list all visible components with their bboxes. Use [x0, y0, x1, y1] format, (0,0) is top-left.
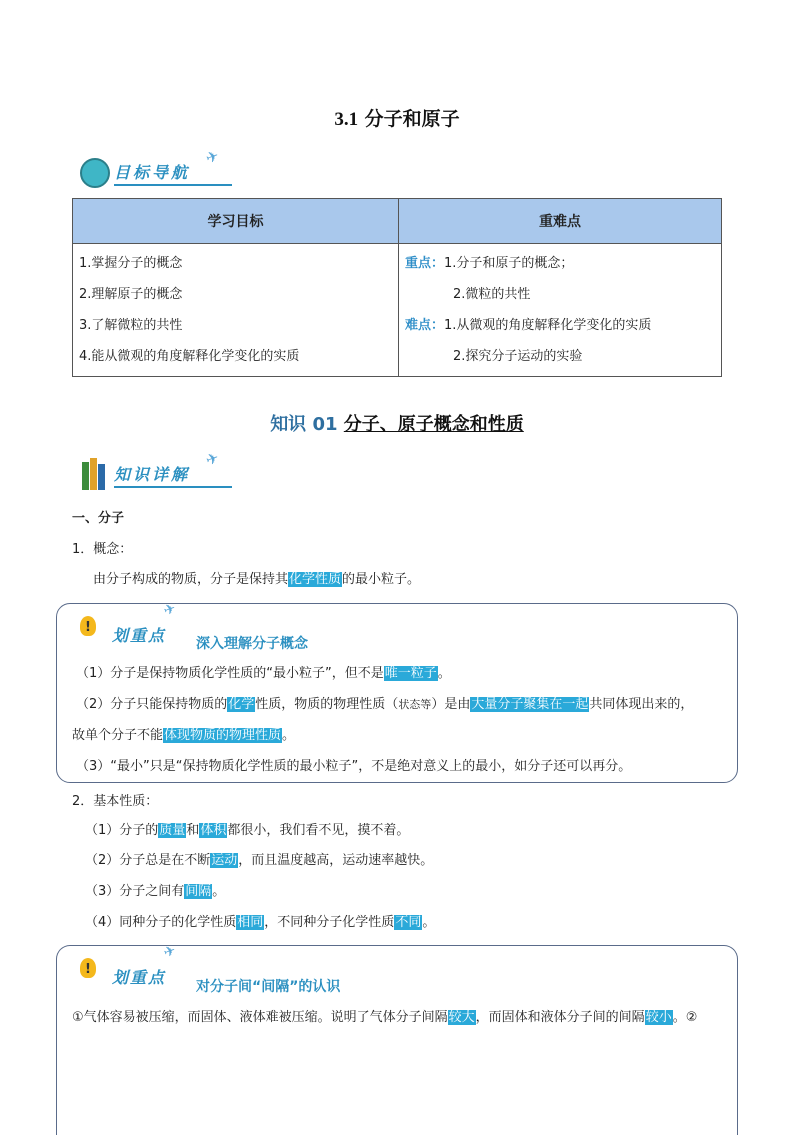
highlight: 体现物质的物理性质 [164, 728, 282, 743]
key-point-tag: 划重点 [112, 626, 167, 645]
goal-item: 2.理解原子的概念 [79, 287, 183, 302]
bulb-icon: ! [80, 958, 96, 978]
property-line: （3）分子之间有间隔。 [85, 884, 226, 899]
highlight: 不同 [395, 915, 422, 930]
section-heading: 知识 01 分子、原子概念和性质 [270, 414, 524, 435]
paper-plane-icon: ✈ [203, 448, 222, 470]
concept-text: 由分子构成的物质，分子是保持其化学性质的最小粒子。 [93, 572, 421, 587]
table-header: 重难点 [399, 199, 722, 244]
highlight: 间隔 [185, 884, 212, 899]
highlight: 质量 [159, 823, 186, 838]
difficulty-item: 2.探究分子运动的实验 [453, 349, 583, 364]
magnifier-icon [80, 158, 110, 188]
box-line: （3）“最小”只是“保持物质化学性质的最小粒子”，不是绝对意义上的最小，如分子还可以再分。 [76, 759, 632, 774]
highlight: 化学 [228, 697, 255, 712]
box-line: ①气体容易被压缩，而固体、液体难被压缩。说明了气体分子间隔较大，而固体和液体分子间的间隔较小。② [72, 1010, 698, 1025]
box-line: 故单个分子不能体现物质的物理性质。 [72, 728, 296, 743]
paper-plane-icon: ✈ [203, 146, 222, 168]
highlight: 较大 [448, 1010, 475, 1025]
goals-cell [73, 244, 399, 377]
books-icon [80, 458, 108, 490]
property-line: （1）分子的质量和体积都很小，我们看不见，摸不着。 [85, 823, 410, 838]
property-line: （4）同种分子的化学性质相同，不同种分子化学性质不同。 [85, 915, 436, 930]
banner-label: 目标导航 [114, 163, 191, 182]
goals-table [72, 198, 722, 377]
box-title: 对分子间“间隔”的认识 [196, 979, 341, 995]
key-item: 2.微粒的共性 [453, 287, 531, 302]
page-title: 3.1 分子和原子 [334, 108, 460, 130]
goal-item: 1.掌握分子的概念 [79, 256, 183, 271]
paper-plane-icon: ✈ [161, 942, 179, 962]
goal-nav-banner [80, 146, 240, 188]
highlight: 唯一粒子 [384, 666, 437, 681]
highlight: 相同 [237, 915, 264, 930]
highlight: 大量分子聚集在一起 [471, 697, 589, 712]
key-item: 1.分子和原子的概念； [444, 256, 574, 271]
key-label: 重点： [405, 256, 445, 271]
difficulty-item: 1.从微观的角度解释化学变化的实质 [444, 318, 652, 333]
highlight: 较小 [645, 1010, 672, 1025]
property-line: （2）分子总是在不断运动，而且温度越高，运动速率越快。 [85, 853, 434, 868]
goal-item: 4.能从微观的角度解释化学变化的实质 [79, 349, 300, 364]
highlight: 体积 [200, 823, 227, 838]
key-points-cell [399, 244, 722, 377]
box-title: 深入理解分子概念 [196, 636, 308, 652]
goal-item: 3.了解微粒的共性 [79, 318, 183, 333]
knowledge-banner [80, 448, 240, 490]
bulb-icon: ! [80, 616, 96, 636]
table-header: 学习目标 [73, 199, 399, 244]
difficulty-label: 难点： [405, 318, 445, 333]
box-line: （2）分子只能保持物质的化学性质，物质的物理性质（状态等）是由大量分子聚集在一起共同体现出来的， [76, 697, 694, 712]
highlight: 化学性质 [289, 572, 342, 587]
paper-plane-icon: ✈ [161, 600, 179, 620]
properties-label: 2．基本性质： [72, 794, 159, 809]
banner-label: 知识详解 [114, 465, 191, 484]
key-point-tag: 划重点 [112, 968, 167, 987]
box-line: （1）分子是保持物质化学性质的“最小粒子”，但不是唯一粒子。 [76, 666, 451, 681]
concept-label: 1．概念： [72, 542, 133, 557]
highlight: 运动 [211, 853, 238, 868]
part-heading: 一、分子 [72, 511, 125, 526]
